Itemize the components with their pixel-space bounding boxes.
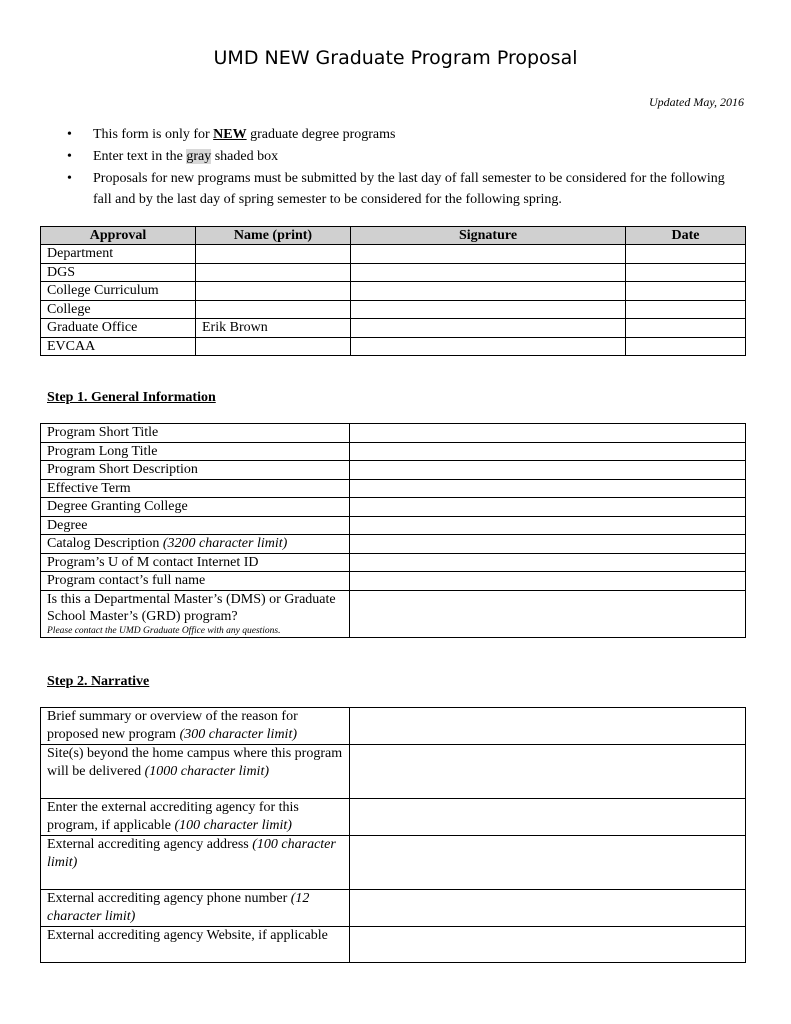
table-row xyxy=(41,479,746,498)
field-value[interactable] xyxy=(350,745,746,799)
table-row xyxy=(41,799,746,836)
date-field[interactable] xyxy=(626,337,746,356)
list-item: • This form is only for NEW graduate degree programs xyxy=(63,124,743,145)
name-field[interactable] xyxy=(196,245,351,264)
approval-label: DGS xyxy=(41,263,196,282)
table-row xyxy=(41,461,746,480)
column-header: Date xyxy=(626,227,746,245)
field-label: Degree Granting College xyxy=(41,498,350,517)
field-label: Effective Term xyxy=(41,479,350,498)
column-header: Approval xyxy=(41,227,196,245)
table-row xyxy=(41,319,746,338)
field-value[interactable] xyxy=(350,836,746,890)
table-row xyxy=(41,516,746,535)
name-field[interactable]: Erik Brown xyxy=(196,319,351,338)
list-item: • Enter text in the gray shaded box xyxy=(63,146,743,167)
field-label: Site(s) beyond the home campus where this program will be delivered (1000 character limit) xyxy=(41,745,350,799)
table-row xyxy=(41,424,746,443)
field-value[interactable] xyxy=(350,708,746,745)
step1-heading: Step 1. General Information xyxy=(47,390,216,405)
field-label: Degree xyxy=(41,516,350,535)
table-row xyxy=(41,927,746,963)
date-field[interactable] xyxy=(626,245,746,264)
field-label: Brief summary or overview of the reason for proposed new program (300 character limit) xyxy=(41,708,350,745)
table-row xyxy=(41,442,746,461)
approval-label: EVCAA xyxy=(41,337,196,356)
field-value[interactable] xyxy=(350,424,746,443)
table-row xyxy=(41,553,746,572)
bullet-icon: • xyxy=(67,171,72,186)
field-value[interactable] xyxy=(350,590,746,637)
table-row xyxy=(41,890,746,927)
table-row xyxy=(41,498,746,517)
table-row xyxy=(41,535,746,554)
approval-label: College xyxy=(41,300,196,319)
bullet-icon: • xyxy=(67,149,72,164)
field-value[interactable] xyxy=(350,535,746,554)
field-label: Is this a Departmental Master’s (DMS) or Graduate School Master’s (GRD) program? Please contact the UMD Graduate Office with any questions. xyxy=(41,590,350,637)
field-value[interactable] xyxy=(350,572,746,591)
step2-heading: Step 2. Narrative xyxy=(47,674,150,689)
field-value[interactable] xyxy=(350,479,746,498)
field-value[interactable] xyxy=(350,927,746,963)
table-row xyxy=(41,337,746,356)
column-header: Signature xyxy=(351,227,626,245)
approval-table xyxy=(40,226,746,356)
field-label: Program’s U of M contact Internet ID xyxy=(41,553,350,572)
date-field[interactable] xyxy=(626,319,746,338)
signature-field[interactable] xyxy=(351,282,626,301)
list-item: • Proposals for new programs must be submitted by the last day of fall semester to be considered for the following fall and by the last day of spring semester to be considered for the following spring. xyxy=(63,168,743,210)
field-label: Program Short Description xyxy=(41,461,350,480)
name-field[interactable] xyxy=(196,282,351,301)
field-note: Please contact the UMD Graduate Office with any questions. xyxy=(47,625,281,636)
signature-field[interactable] xyxy=(351,245,626,264)
field-value[interactable] xyxy=(350,461,746,480)
field-value[interactable] xyxy=(350,553,746,572)
field-label: External accrediting agency address (100 character limit) xyxy=(41,836,350,890)
table-row xyxy=(41,245,746,264)
field-value[interactable] xyxy=(350,498,746,517)
bullet-icon: • xyxy=(67,127,72,142)
table-row xyxy=(41,836,746,890)
general-info-table xyxy=(40,423,746,638)
field-label: Program contact’s full name xyxy=(41,572,350,591)
date-field[interactable] xyxy=(626,300,746,319)
table-row xyxy=(41,745,746,799)
signature-field[interactable] xyxy=(351,263,626,282)
field-label: Program Long Title xyxy=(41,442,350,461)
table-row xyxy=(41,282,746,301)
table-row xyxy=(41,590,746,637)
field-label: External accrediting agency Website, if applicable xyxy=(41,927,350,963)
field-value[interactable] xyxy=(350,890,746,927)
table-row xyxy=(41,263,746,282)
updated-date: Updated May, 2016 xyxy=(649,95,744,109)
name-field[interactable] xyxy=(196,263,351,282)
table-row xyxy=(41,708,746,745)
signature-field[interactable] xyxy=(351,337,626,356)
page-title: UMD NEW Graduate Program Proposal xyxy=(213,47,578,69)
field-value[interactable] xyxy=(350,799,746,836)
approval-label: Graduate Office xyxy=(41,319,196,338)
field-label: External accrediting agency phone number (12 character limit) xyxy=(41,890,350,927)
field-value[interactable] xyxy=(350,516,746,535)
signature-field[interactable] xyxy=(351,300,626,319)
field-label: Catalog Description (3200 character limit) xyxy=(41,535,350,554)
date-field[interactable] xyxy=(626,263,746,282)
signature-field[interactable] xyxy=(351,319,626,338)
field-label: Program Short Title xyxy=(41,424,350,443)
table-header-row xyxy=(41,227,746,245)
field-label: Enter the external accrediting agency for this program, if applicable (100 character limit) xyxy=(41,799,350,836)
approval-label: College Curriculum xyxy=(41,282,196,301)
name-field[interactable] xyxy=(196,300,351,319)
column-header: Name (print) xyxy=(196,227,351,245)
instructions-list xyxy=(63,124,743,211)
table-row xyxy=(41,300,746,319)
name-field[interactable] xyxy=(196,337,351,356)
approval-label: Department xyxy=(41,245,196,264)
field-value[interactable] xyxy=(350,442,746,461)
narrative-table xyxy=(40,707,746,963)
table-row xyxy=(41,572,746,591)
date-field[interactable] xyxy=(626,282,746,301)
